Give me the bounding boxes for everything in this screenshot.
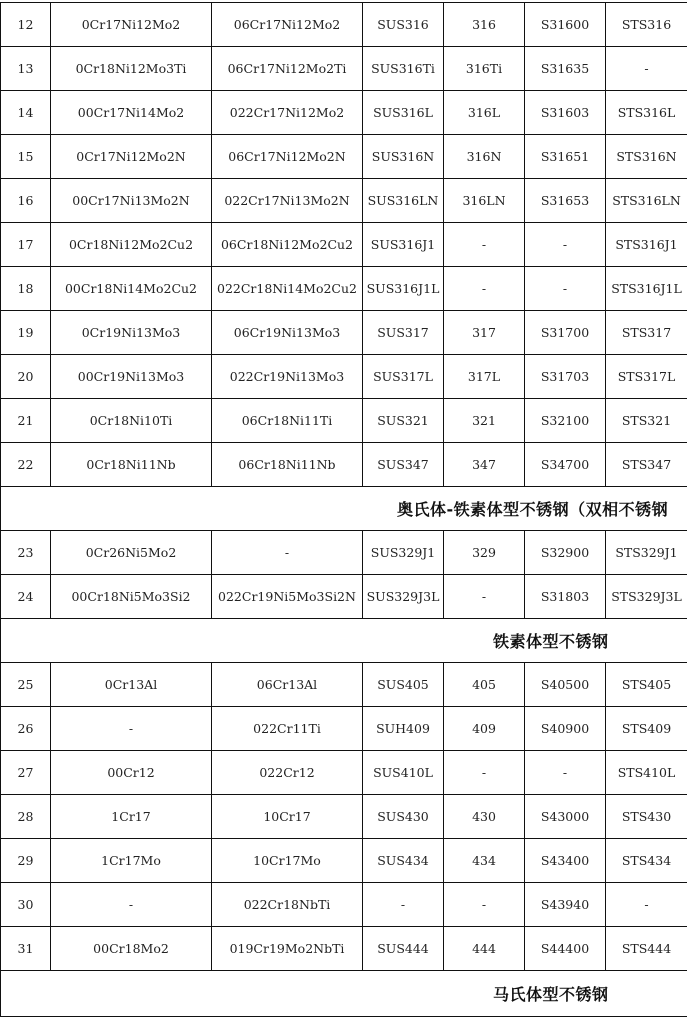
section-title: 马氏体型不锈钢 [1, 971, 687, 1017]
table-row [1, 179, 687, 223]
new-grade-cell: 022Cr17Ni12Mo2 [212, 91, 363, 135]
ks-grade-cell: STS316J1 [606, 223, 687, 267]
new-grade-cell: 06Cr17Ni12Mo2Ti [212, 47, 363, 91]
row-number-cell: 24 [1, 575, 51, 619]
row-number-cell: 13 [1, 47, 51, 91]
ks-grade-cell: STS444 [606, 927, 687, 971]
jis-grade-cell: SUS405 [363, 663, 444, 707]
ks-grade-cell: STS430 [606, 795, 687, 839]
table-row [1, 751, 687, 795]
ks-grade-cell: STS434 [606, 839, 687, 883]
aisi-grade-cell: 316N [444, 135, 525, 179]
new-grade-cell: 06Cr18Ni11Nb [212, 443, 363, 487]
row-number-cell: 21 [1, 399, 51, 443]
ks-grade-cell: STS321 [606, 399, 687, 443]
jis-grade-cell: SUS316L [363, 91, 444, 135]
jis-grade-cell: SUS347 [363, 443, 444, 487]
ks-grade-cell: STS329J3L [606, 575, 687, 619]
uns-number-cell: S31651 [525, 135, 606, 179]
aisi-grade-cell: - [444, 575, 525, 619]
uns-number-cell: S40900 [525, 707, 606, 751]
row-number-cell: 23 [1, 531, 51, 575]
uns-number-cell: S43940 [525, 883, 606, 927]
aisi-grade-cell: - [444, 883, 525, 927]
new-grade-cell: 022Cr18Ni14Mo2Cu2 [212, 267, 363, 311]
uns-number-cell: S31700 [525, 311, 606, 355]
jis-grade-cell: SUS434 [363, 839, 444, 883]
table-row [1, 399, 687, 443]
old-grade-cell: 00Cr12 [51, 751, 212, 795]
table-row [1, 355, 687, 399]
row-number-cell: 16 [1, 179, 51, 223]
jis-grade-cell: SUH409 [363, 707, 444, 751]
table-row [1, 531, 687, 575]
ks-grade-cell: STS316L [606, 91, 687, 135]
uns-number-cell: S31653 [525, 179, 606, 223]
row-number-cell: 31 [1, 927, 51, 971]
table-row [1, 91, 687, 135]
uns-number-cell: S31635 [525, 47, 606, 91]
ks-grade-cell: - [606, 47, 687, 91]
jis-grade-cell: SUS316J1L [363, 267, 444, 311]
table-row [1, 795, 687, 839]
jis-grade-cell: SUS316J1 [363, 223, 444, 267]
jis-grade-cell: SUS316 [363, 3, 444, 47]
new-grade-cell: 06Cr17Ni12Mo2N [212, 135, 363, 179]
uns-number-cell: - [525, 751, 606, 795]
new-grade-cell: 06Cr17Ni12Mo2 [212, 3, 363, 47]
uns-number-cell: S44400 [525, 927, 606, 971]
new-grade-cell: 06Cr18Ni11Ti [212, 399, 363, 443]
row-number-cell: 28 [1, 795, 51, 839]
new-grade-cell: 06Cr19Ni13Mo3 [212, 311, 363, 355]
ks-grade-cell: STS316J1L [606, 267, 687, 311]
aisi-grade-cell: 317L [444, 355, 525, 399]
new-grade-cell: 06Cr13Al [212, 663, 363, 707]
row-number-cell: 29 [1, 839, 51, 883]
row-number-cell: 26 [1, 707, 51, 751]
table-row [1, 443, 687, 487]
aisi-grade-cell: - [444, 751, 525, 795]
old-grade-cell: 0Cr18Ni12Mo2Cu2 [51, 223, 212, 267]
aisi-grade-cell: 430 [444, 795, 525, 839]
old-grade-cell: 00Cr18Ni14Mo2Cu2 [51, 267, 212, 311]
new-grade-cell: 019Cr19Mo2NbTi [212, 927, 363, 971]
table-body [1, 3, 687, 1017]
old-grade-cell: 0Cr17Ni12Mo2 [51, 3, 212, 47]
table-row [1, 47, 687, 91]
table-row [1, 3, 687, 47]
steel-grade-table [0, 2, 687, 1017]
section-title: 奥氏体-铁素体型不锈钢（双相不锈钢 [1, 487, 687, 531]
table-row [1, 267, 687, 311]
ks-grade-cell: STS316 [606, 3, 687, 47]
table-row [1, 883, 687, 927]
aisi-grade-cell: - [444, 223, 525, 267]
row-number-cell: 30 [1, 883, 51, 927]
ks-grade-cell: STS317L [606, 355, 687, 399]
uns-number-cell: - [525, 223, 606, 267]
jis-grade-cell: SUS316N [363, 135, 444, 179]
aisi-grade-cell: 409 [444, 707, 525, 751]
table-row [1, 707, 687, 751]
jis-grade-cell: SUS316Ti [363, 47, 444, 91]
jis-grade-cell: SUS329J1 [363, 531, 444, 575]
new-grade-cell: 10Cr17 [212, 795, 363, 839]
jis-grade-cell: - [363, 883, 444, 927]
jis-grade-cell: SUS317L [363, 355, 444, 399]
old-grade-cell: 00Cr17Ni13Mo2N [51, 179, 212, 223]
row-number-cell: 12 [1, 3, 51, 47]
new-grade-cell: 022Cr11Ti [212, 707, 363, 751]
ks-grade-cell: STS316N [606, 135, 687, 179]
ks-grade-cell: STS329J1 [606, 531, 687, 575]
ks-grade-cell: STS409 [606, 707, 687, 751]
jis-grade-cell: SUS316LN [363, 179, 444, 223]
aisi-grade-cell: 434 [444, 839, 525, 883]
new-grade-cell: 022Cr17Ni13Mo2N [212, 179, 363, 223]
table-row [1, 223, 687, 267]
new-grade-cell: 10Cr17Mo [212, 839, 363, 883]
new-grade-cell: 022Cr18NbTi [212, 883, 363, 927]
table-row [1, 135, 687, 179]
section-header-row [1, 971, 687, 1017]
aisi-grade-cell: 316Ti [444, 47, 525, 91]
old-grade-cell: 0Cr17Ni12Mo2N [51, 135, 212, 179]
uns-number-cell: S32900 [525, 531, 606, 575]
new-grade-cell: 022Cr19Ni13Mo3 [212, 355, 363, 399]
aisi-grade-cell: 316 [444, 3, 525, 47]
jis-grade-cell: SUS430 [363, 795, 444, 839]
aisi-grade-cell: 317 [444, 311, 525, 355]
aisi-grade-cell: 444 [444, 927, 525, 971]
ks-grade-cell: STS316LN [606, 179, 687, 223]
old-grade-cell: 1Cr17 [51, 795, 212, 839]
uns-number-cell: S31703 [525, 355, 606, 399]
old-grade-cell: 0Cr19Ni13Mo3 [51, 311, 212, 355]
table-row [1, 927, 687, 971]
aisi-grade-cell: - [444, 267, 525, 311]
old-grade-cell: 0Cr18Ni12Mo3Ti [51, 47, 212, 91]
jis-grade-cell: SUS321 [363, 399, 444, 443]
new-grade-cell: 022Cr19Ni5Mo3Si2N [212, 575, 363, 619]
section-header-row [1, 487, 687, 531]
new-grade-cell: 06Cr18Ni12Mo2Cu2 [212, 223, 363, 267]
section-title: 铁素体型不锈钢 [1, 619, 687, 663]
jis-grade-cell: SUS410L [363, 751, 444, 795]
aisi-grade-cell: 405 [444, 663, 525, 707]
table-row [1, 839, 687, 883]
jis-grade-cell: SUS329J3L [363, 575, 444, 619]
aisi-grade-cell: 321 [444, 399, 525, 443]
ks-grade-cell: - [606, 883, 687, 927]
aisi-grade-cell: 329 [444, 531, 525, 575]
row-number-cell: 17 [1, 223, 51, 267]
old-grade-cell: 0Cr26Ni5Mo2 [51, 531, 212, 575]
uns-number-cell: S40500 [525, 663, 606, 707]
old-grade-cell: 00Cr18Mo2 [51, 927, 212, 971]
old-grade-cell: - [51, 883, 212, 927]
old-grade-cell: - [51, 707, 212, 751]
row-number-cell: 14 [1, 91, 51, 135]
ks-grade-cell: STS347 [606, 443, 687, 487]
ks-grade-cell: STS317 [606, 311, 687, 355]
old-grade-cell: 0Cr18Ni11Nb [51, 443, 212, 487]
section-header-row [1, 619, 687, 663]
row-number-cell: 19 [1, 311, 51, 355]
table-row [1, 575, 687, 619]
uns-number-cell: S43400 [525, 839, 606, 883]
old-grade-cell: 00Cr17Ni14Mo2 [51, 91, 212, 135]
table-row [1, 663, 687, 707]
ks-grade-cell: STS405 [606, 663, 687, 707]
row-number-cell: 18 [1, 267, 51, 311]
new-grade-cell: 022Cr12 [212, 751, 363, 795]
uns-number-cell: S32100 [525, 399, 606, 443]
aisi-grade-cell: 347 [444, 443, 525, 487]
table-row [1, 311, 687, 355]
old-grade-cell: 0Cr13Al [51, 663, 212, 707]
row-number-cell: 25 [1, 663, 51, 707]
new-grade-cell: - [212, 531, 363, 575]
ks-grade-cell: STS410L [606, 751, 687, 795]
row-number-cell: 27 [1, 751, 51, 795]
uns-number-cell: S34700 [525, 443, 606, 487]
old-grade-cell: 00Cr18Ni5Mo3Si2 [51, 575, 212, 619]
uns-number-cell: S31803 [525, 575, 606, 619]
jis-grade-cell: SUS444 [363, 927, 444, 971]
row-number-cell: 20 [1, 355, 51, 399]
old-grade-cell: 0Cr18Ni10Ti [51, 399, 212, 443]
old-grade-cell: 00Cr19Ni13Mo3 [51, 355, 212, 399]
jis-grade-cell: SUS317 [363, 311, 444, 355]
aisi-grade-cell: 316L [444, 91, 525, 135]
uns-number-cell: S31600 [525, 3, 606, 47]
uns-number-cell: - [525, 267, 606, 311]
uns-number-cell: S43000 [525, 795, 606, 839]
aisi-grade-cell: 316LN [444, 179, 525, 223]
old-grade-cell: 1Cr17Mo [51, 839, 212, 883]
row-number-cell: 15 [1, 135, 51, 179]
uns-number-cell: S31603 [525, 91, 606, 135]
row-number-cell: 22 [1, 443, 51, 487]
